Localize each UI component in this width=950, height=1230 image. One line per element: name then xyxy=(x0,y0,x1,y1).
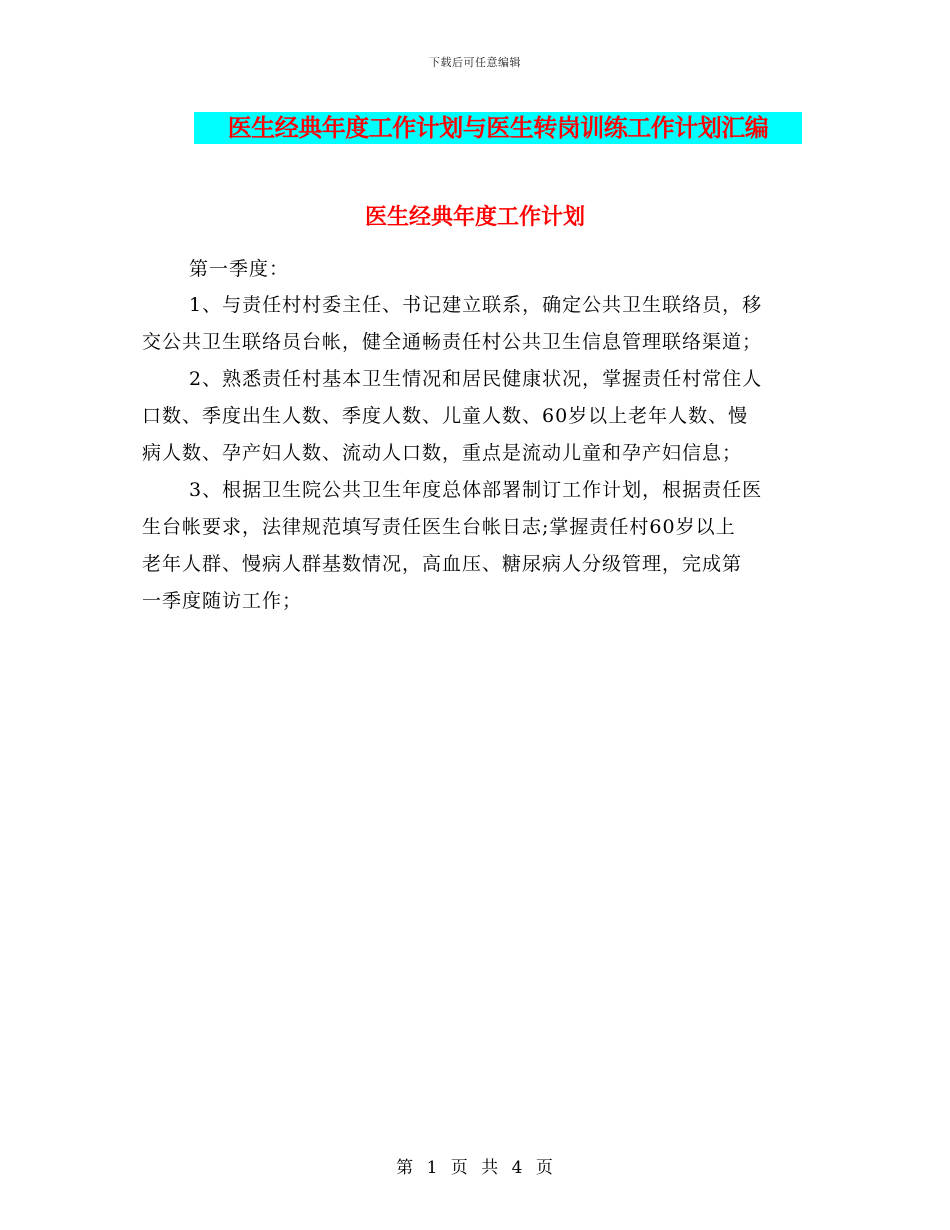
header-note: 下载后可任意编辑 xyxy=(429,56,521,69)
text-line: 交公共卫生联络员台帐，健全通畅责任村公共卫生信息管理联络渠道； xyxy=(142,331,763,353)
text-line: 一季度随访工作； xyxy=(142,590,303,612)
paragraph-item-2 xyxy=(142,361,810,472)
section-title: 医生经典年度工作计划 xyxy=(364,205,585,230)
paragraph-heading-q1: 第一季度： xyxy=(189,258,290,280)
main-title-highlight xyxy=(194,112,802,144)
body-text xyxy=(142,251,810,288)
text-line: 2、熟悉责任村基本卫生情况和居民健康状况，掌握责任村常住人 xyxy=(189,368,763,390)
page-number: 第 1 页 共 4 页 xyxy=(396,1158,554,1178)
paragraph-item-3 xyxy=(142,472,810,620)
main-title: 医生经典年度工作计划与医生转岗训练工作计划汇编 xyxy=(227,114,769,142)
text-line: 1、与责任村村委主任、书记建立联系，确定公共卫生联络员，移 xyxy=(189,294,763,316)
text-line: 3、根据卫生院公共卫生年度总体部署制订工作计划，根据责任医 xyxy=(189,479,763,501)
text-line: 生台帐要求，法律规范填写责任医生台帐日志;掌握责任村60岁以上 xyxy=(142,516,736,538)
text-line: 病人数、孕产妇人数、流动人口数，重点是流动儿童和孕产妇信息； xyxy=(142,442,743,464)
paragraph-item-1 xyxy=(142,287,810,361)
text-line: 老年人群、慢病人群基数情况，高血压、糖尿病人分级管理，完成第 xyxy=(142,553,743,575)
text-line: 口数、季度出生人数、季度人数、儿童人数、60岁以上老年人数、慢 xyxy=(142,405,749,427)
